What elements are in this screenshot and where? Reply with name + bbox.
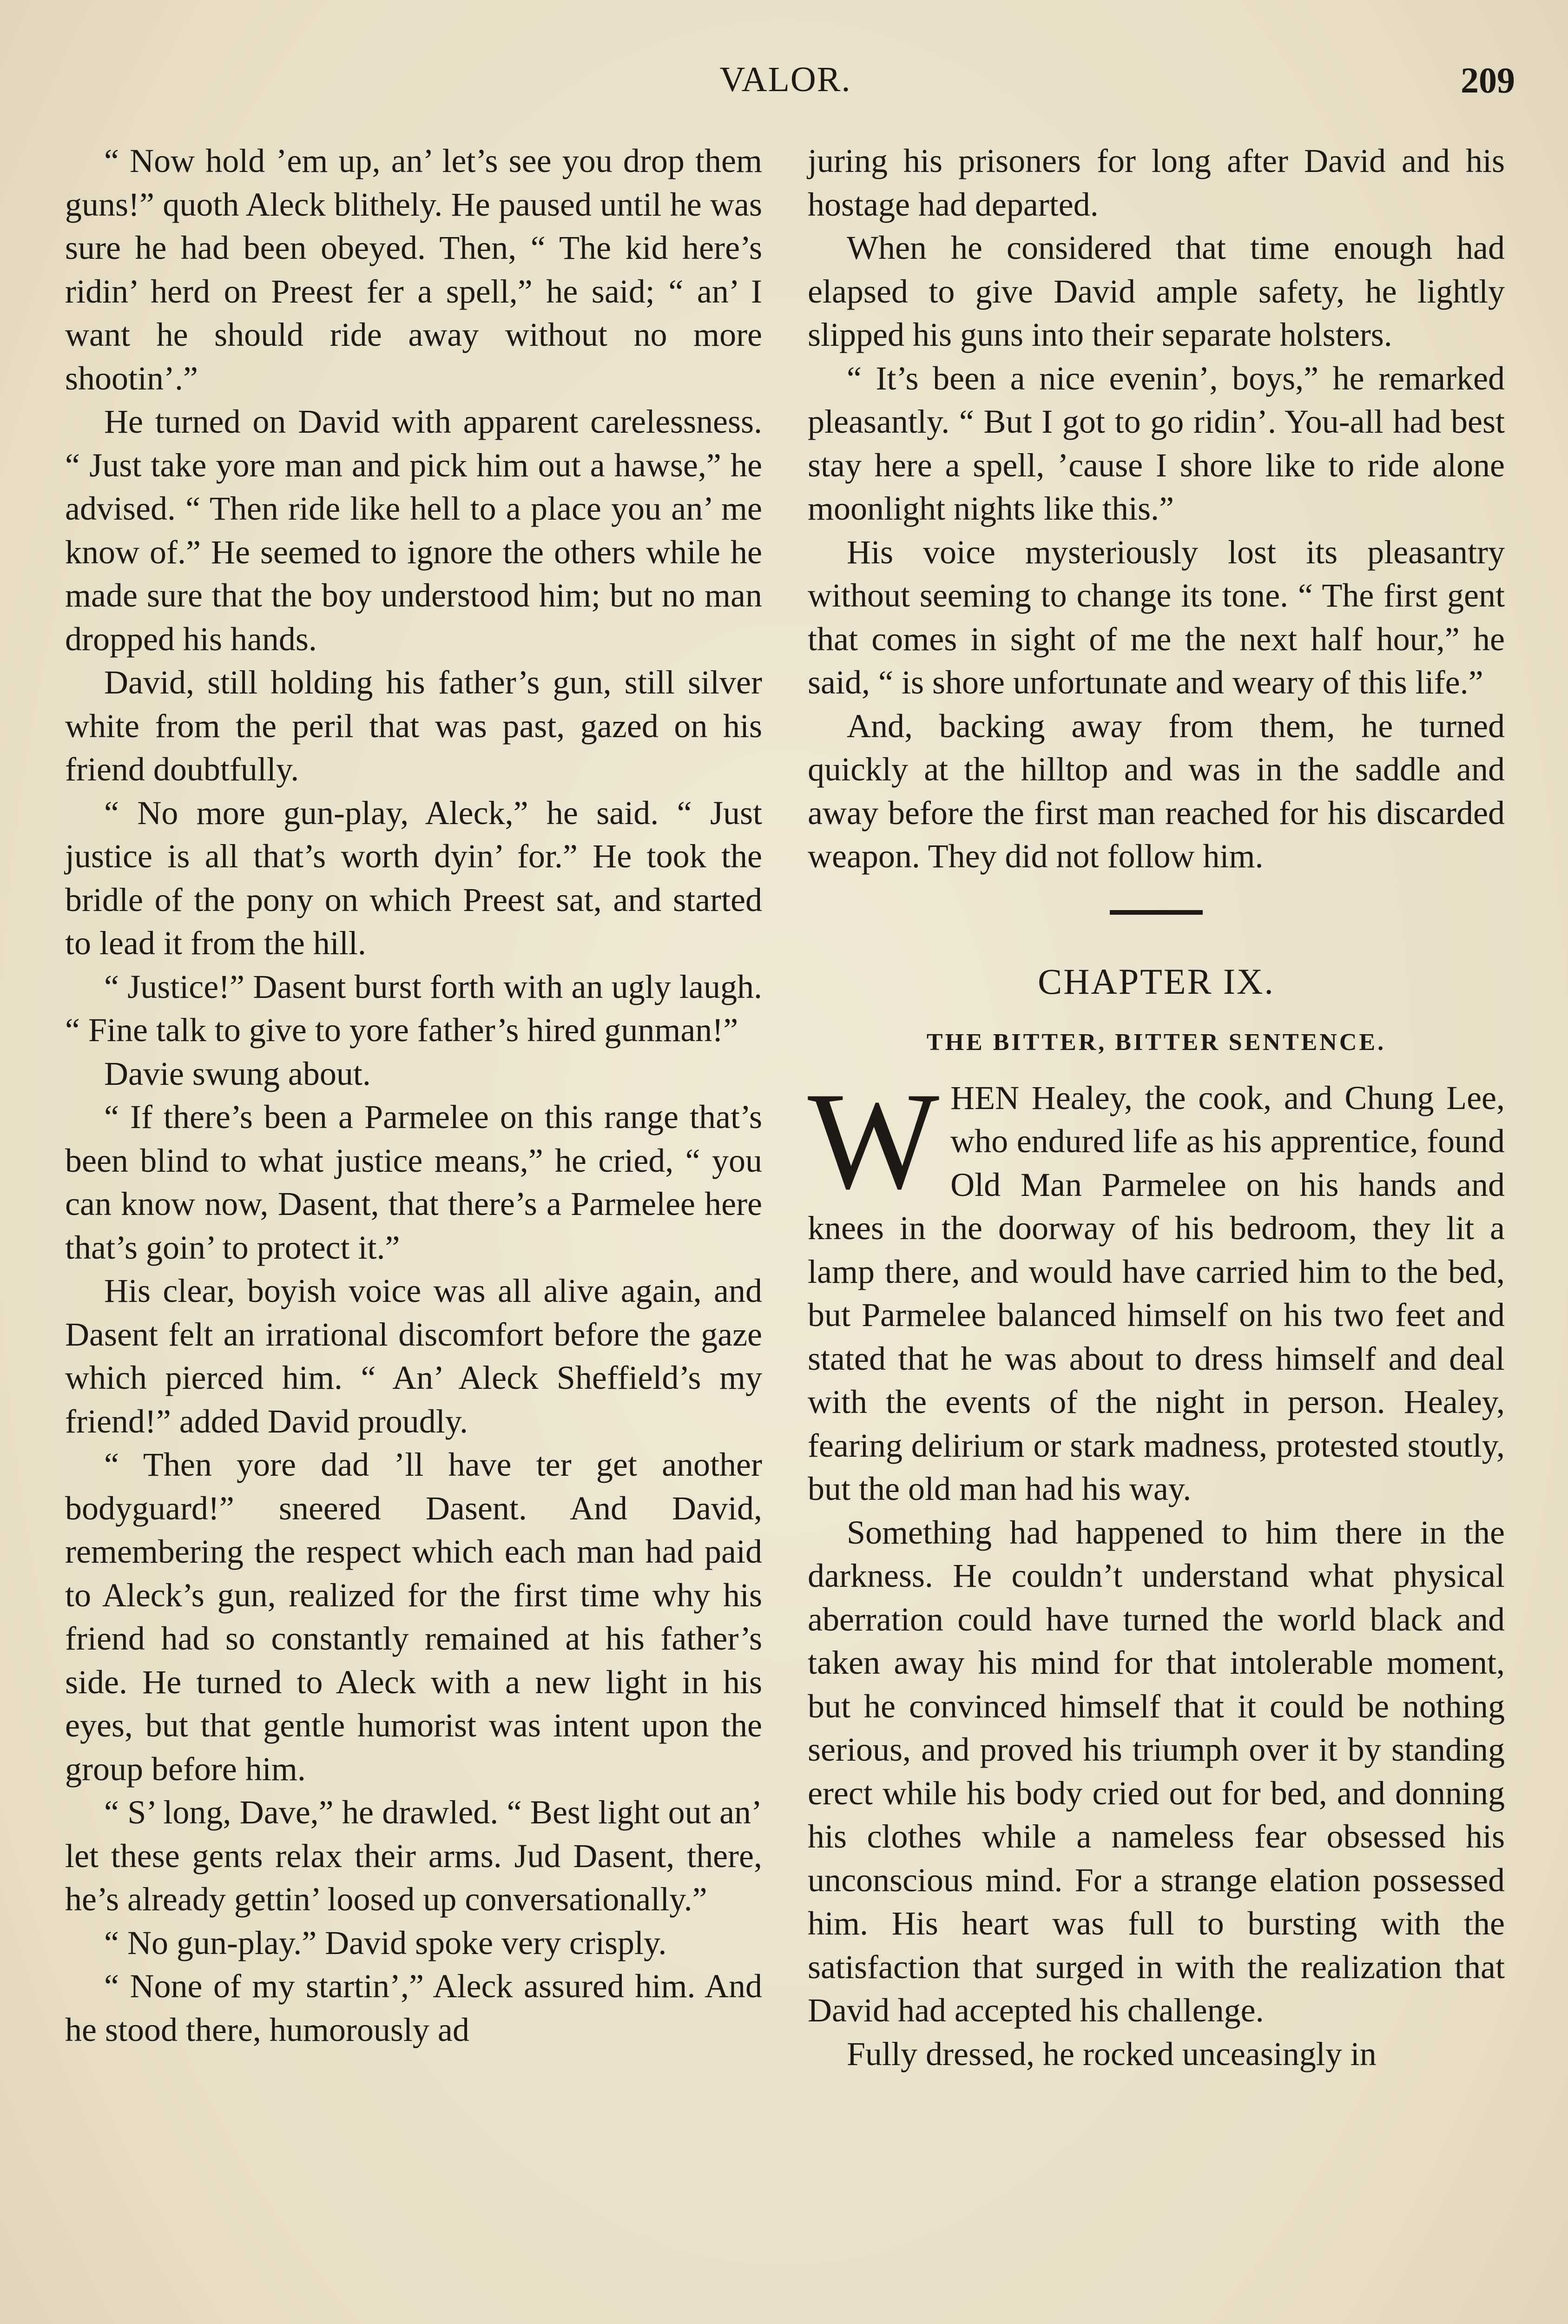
section-divider (1110, 910, 1203, 915)
chapter-first-paragraph (808, 1063, 1505, 1511)
paragraph: juring his prisoners for long after David and his hostage had departed. (808, 142, 1505, 223)
paragraph: David, still holding his father’s gun, still silver white from the peril that was past, gazed on his friend doubtfully. (65, 664, 762, 788)
paragraph: Fully dressed, he rocked unceasingly in (847, 2035, 1377, 2073)
left-column (65, 139, 762, 2052)
chapter-first-paragraph-text: HEN Healey, the cook, and Chung Lee, who endured life as his apprentice, found Old Man Parmelee on his hands and knees in the doorway of his bedroom, they lit a lamp there, and would have carried him to the bed, but Parmelee balanced himself on his two feet and stated that he was about to dress himself and deal with the events of the night in person. Healey, fearing delirium or stark madness, protested stoutly, but the old man had his way. (808, 1079, 1505, 1507)
paragraph: His clear, boyish voice was all alive again, and Dasent felt an irrational discomfort before the gaze which pierced him. “ An’ Aleck Sheffield’s my friend!” added David proudly. (65, 1272, 762, 1440)
paragraph: “ If there’s been a Parmelee on this range that’s been blind to what justice means,” he cried, “ you can know now, Dasent, that there’s a Parmelee here that’s goin’ to protect it.” (65, 1098, 762, 1266)
paragraph: When he considered that time enough had elapsed to give David ample safety, he lightly slipped his guns into their separate holsters. (808, 229, 1505, 353)
paragraph: “ Then yore dad ’ll have ter get another bodyguard!” sneered Dasent. And David, remembering the respect which each man had paid to Aleck’s gun, realized for the first time why his friend had so constantly remained at his father’s side. He turned to Aleck with a new light in his eyes, but that gentle humorist was intent upon the group before him. (65, 1446, 762, 1788)
paragraph: And, backing away from them, he turned quickly at the hilltop and was in the saddle and away before the first man reached for his discarded weapon. They did not follow him. (808, 707, 1505, 875)
right-column (808, 139, 1505, 2076)
page-number: 209 (1461, 60, 1515, 100)
paragraph: “ It’s been a nice evenin’, boys,” he remarked pleasantly. “ But I got to go ridin’. You-all had best stay here a spell, ’cause I shore like to ride alone moonlight nights like this.” (808, 359, 1505, 527)
chapter-heading: CHAPTER IX. (1038, 961, 1275, 1002)
chapter-subtitle: THE BITTER, BITTER SENTENCE. (926, 1029, 1386, 1056)
drop-cap: W (808, 1063, 940, 1218)
paragraph: “ None of my startin’,” Aleck assured him. And he stood there, humorously ad (65, 1967, 762, 2048)
paragraph: “ No more gun-play, Aleck,” he said. “ Just justice is all that’s worth dyin’ for.” He took the bridle of the pony on which Preest sat, and started to lead it from the hill. (65, 794, 762, 962)
running-title: VALOR. (719, 60, 851, 99)
paragraph: Davie swung about. (104, 1055, 371, 1092)
paragraph: His voice mysteriously lost its pleasantry without seeming to change its tone. “ The first gent that comes in sight of me the next half hour,” he said, “ is shore unfortunate and weary of this life.” (808, 533, 1505, 701)
paragraph: “ Now hold ’em up, an’ let’s see you drop them guns!” quoth Aleck blithely. He paused until he was sure he had been obeyed. Then, “ The kid here’s ridin’ herd on Preest fer a spell,” he said; “ an’ I want he should ride away without no more shootin’.” (65, 142, 762, 397)
paragraph: “ No gun-play.” David spoke very crisply. (104, 1924, 667, 1961)
paragraph: He turned on David with apparent carelessness. “ Just take yore man and pick him out a hawse,” he advised. “ Then ride like hell to a place you an’ me know of.” He seemed to ignore the others while he made sure that the boy understood him; but no man dropped his hands. (65, 403, 762, 658)
paragraph: “ Justice!” Dasent burst forth with an ugly laugh. “ Fine talk to give to yore father’s hired gunman!” (65, 968, 762, 1049)
paragraph: “ S’ long, Dave,” he drawled. “ Best light out an’ let these gents relax their arms. Jud Dasent, there, he’s already gettin’ loosed up conversationally.” (65, 1794, 762, 1918)
paragraph: Something had happened to him there in the darkness. He couldn’t understand what physical aberration could have turned the world black and taken away his mind for that intolerable moment, but he convinced himself that it could be nothing serious, and proved his triumph over it by standing erect while his body cried out for bed, and donning his clothes while a nameless fear obsessed his unconscious mind. For a strange elation possessed him. His heart was full to bursting with the satisfaction that surged in with the realization that David had accepted his challenge. (808, 1513, 1505, 2029)
